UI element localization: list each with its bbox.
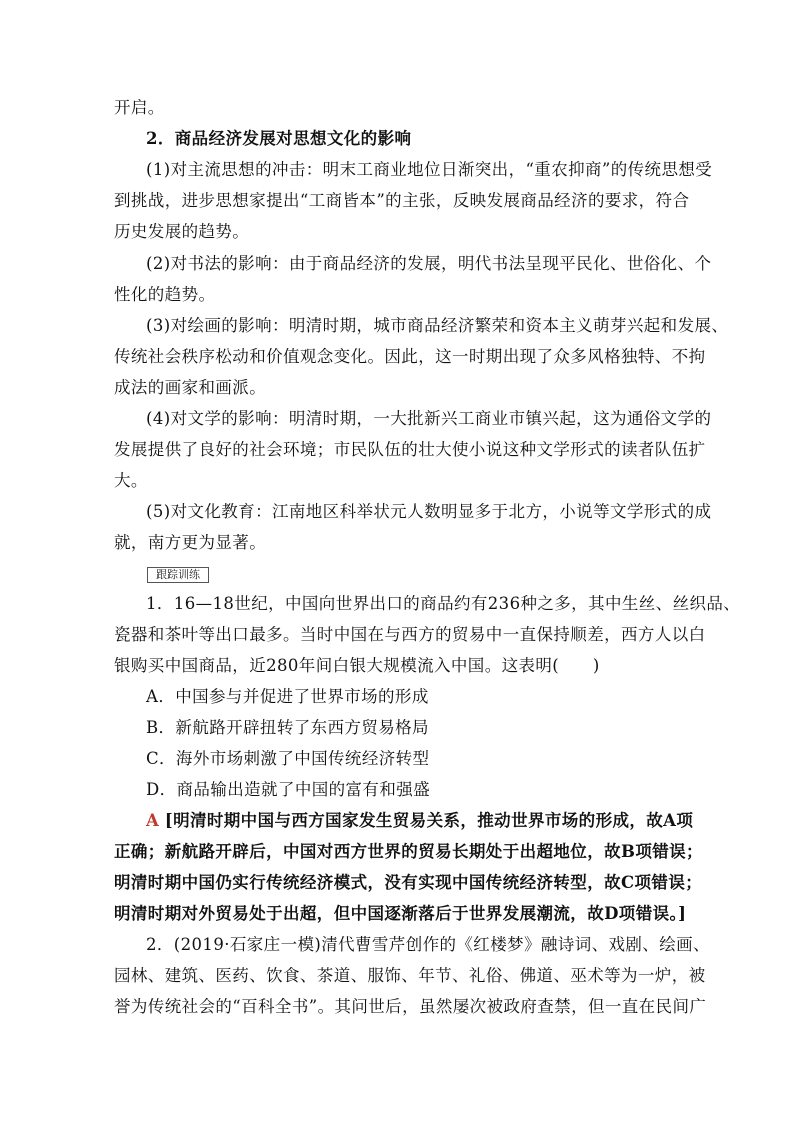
answer-line	[146, 810, 693, 832]
option-c: C．海外市场刺激了中国传统经济转型	[146, 749, 430, 768]
text-line: 大。	[114, 471, 148, 490]
practice-tag: 跟踪训练	[147, 567, 209, 583]
option-a: A．中国参与并促进了世界市场的形成	[146, 687, 429, 706]
text-line: 性化的趋势。	[114, 285, 216, 304]
text-line: (5)对文化教育：江南地区科举状元人数明显多于北方，小说等文学形式的成	[146, 502, 712, 521]
answer-explanation: [明清时期中国与西方国家发生贸易关系，推动世界市场的形成，故A项	[164, 811, 694, 830]
text-line: (2)对书法的影响：由于商品经济的发展，明代书法呈现平民化、世俗化、个	[146, 254, 712, 273]
answer-explanation: 明清时期中国仍实行传统经济模式，没有实现中国传统经济转型，故C项错误；	[114, 873, 703, 892]
answer-explanation: 正确；新航路开辟后，中国对西方世界的贸易长期处于出超地位，故B项错误；	[114, 842, 703, 861]
option-d: D．商品输出造就了中国的富有和强盛	[146, 780, 431, 799]
text-line: 到挑战，进步思想家提出“工商皆本”的主张，反映发展商品经济的要求，符合	[114, 191, 690, 210]
text-line: (1)对主流思想的冲击：明末工商业地位日渐突出，“重农抑商”的传统思想受	[146, 160, 713, 179]
text-line: 开启。	[114, 98, 165, 117]
text-line: 历史发展的趋势。	[114, 222, 250, 241]
answer-letter: A	[146, 811, 160, 830]
text-line: 发展提供了良好的社会环境；市民队伍的壮大使小说这种文学形式的读者队伍扩	[114, 440, 706, 459]
text-line: 就，南方更为显著。	[114, 533, 267, 552]
question-1-line: 瓷器和茶叶等出口最多。当时中国在与西方的贸易中一直保持顺差，西方人以白	[114, 625, 706, 644]
question-2-line: 园林、建筑、医药、饮食、茶道、服饰、年节、礼俗、佛道、巫术等为一炉，被	[114, 966, 706, 985]
question-1-line: 银购买中国商品，近280年间白银大规模流入中国。这表明( )	[114, 656, 600, 675]
option-b: B．新航路开辟扭转了东西方贸易格局	[146, 718, 429, 737]
question-2-line: 2．(2019·石家庄一模)清代曹雪芹创作的《红楼梦》融诗词、戏剧、绘画、	[146, 935, 710, 954]
text-line: 传统社会秩序松动和价值观念变化。因此，这一时期出现了众多风格独特、不拘	[114, 347, 706, 366]
text-line: (4)对文学的影响：明清时期，一大批新兴工商业市镇兴起，这为通俗文学的	[146, 409, 712, 428]
text-line: 成法的画家和画派。	[114, 378, 267, 397]
section-heading: 2．商品经济发展对思想文化的影响	[146, 129, 412, 148]
question-1-line: 1．16—18世纪，中国向世界出口的商品约有236种之多，其中生丝、丝织品、	[146, 594, 741, 613]
answer-explanation: 明清时期对外贸易处于出超，但中国逐渐落后于世界发展潮流，故D项错误。]	[114, 904, 687, 923]
question-2-line: 誉为传统社会的“百科全书”。其问世后，虽然屡次被政府查禁，但一直在民间广	[114, 997, 707, 1016]
text-line: (3)对绘画的影响：明清时期，城市商品经济繁荣和资本主义萌芽兴起和发展、	[146, 316, 729, 335]
